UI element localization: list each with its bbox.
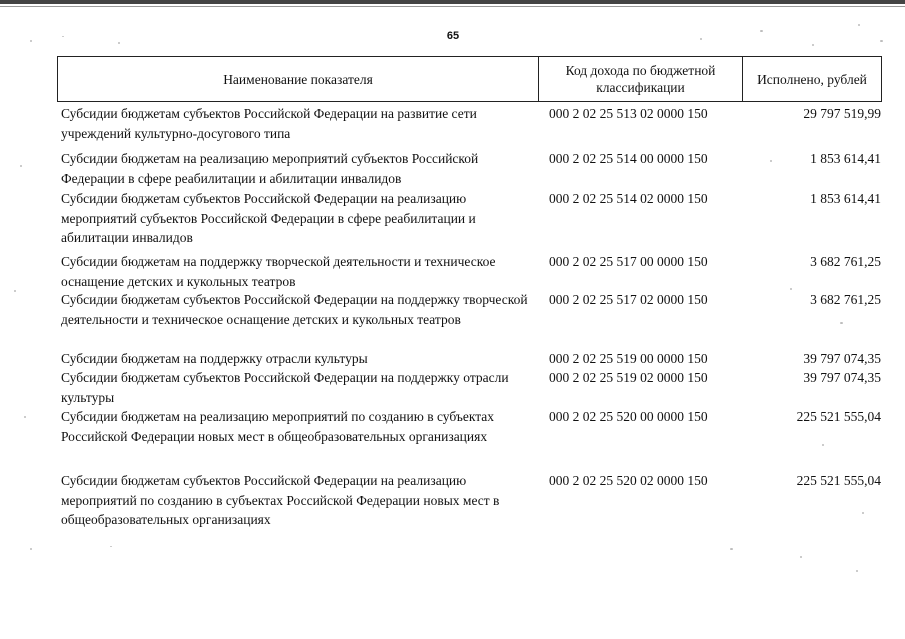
row-executed-amount: 1 853 614,41 xyxy=(810,151,881,166)
scan-speck xyxy=(840,322,843,324)
scan-speck xyxy=(790,288,792,290)
row-income-code: 000 2 02 25 517 00 0000 150 xyxy=(549,254,708,269)
row-executed-amount: 1 853 614,41 xyxy=(810,191,881,206)
row-executed-amount: 29 797 519,99 xyxy=(803,106,881,121)
row-income-code: 000 2 02 25 517 02 0000 150 xyxy=(549,292,708,307)
scan-speck xyxy=(858,24,860,26)
row-executed-amount: 39 797 074,35 xyxy=(803,351,881,366)
row-executed-amount: 39 797 074,35 xyxy=(803,370,881,385)
scan-speck xyxy=(14,290,16,292)
scan-speck xyxy=(862,512,864,514)
scan-speck xyxy=(760,30,763,32)
row-indicator-name: Субсидии бюджетам субъектов Российской Федерации на поддержку творческой деятельности и техническое оснащение детских и кукольных театров xyxy=(61,292,528,327)
row-executed-amount: 225 521 555,04 xyxy=(796,409,881,424)
scan-speck xyxy=(20,165,22,167)
row-income-code: 000 2 02 25 519 00 0000 150 xyxy=(549,351,708,366)
row-income-code: 000 2 02 25 519 02 0000 150 xyxy=(549,370,708,385)
scan-speck xyxy=(730,548,733,550)
scan-speck xyxy=(770,160,772,162)
row-indicator-name: Субсидии бюджетам субъектов Российской Федерации на реализацию мероприятий по созданию в субъектах Российской Федерации новых мест в общеобразовательных организациях xyxy=(61,473,500,527)
row-indicator-name: Субсидии бюджетам на поддержку отрасли культуры xyxy=(61,351,368,366)
row-indicator-name: Субсидии бюджетам на поддержку творческой деятельности и техническое оснащение детских и кукольных театров xyxy=(61,254,496,289)
scan-speck xyxy=(24,416,26,418)
row-income-code: 000 2 02 25 514 02 0000 150 xyxy=(549,191,708,206)
row-indicator-name: Субсидии бюджетам на реализацию мероприятий субъектов Российской Федерации в сфере реабилитации и абилитации инвалидов xyxy=(61,151,479,186)
row-income-code: 000 2 02 25 520 02 0000 150 xyxy=(549,473,708,488)
scan-speck xyxy=(62,36,64,37)
header-executed-amount: Исполнено, рублей xyxy=(742,57,881,101)
scan-speck xyxy=(700,38,702,40)
row-income-code: 000 2 02 25 514 00 0000 150 xyxy=(549,151,708,166)
page-number: 65 xyxy=(446,30,460,42)
scan-speck xyxy=(118,42,120,44)
header-income-code: Код дохода по бюджетной классификации xyxy=(538,57,742,101)
row-income-code: 000 2 02 25 520 00 0000 150 xyxy=(549,409,708,424)
scan-speck xyxy=(110,546,112,547)
scan-speck xyxy=(822,444,824,446)
scan-speck xyxy=(856,570,858,572)
header-indicator-name: Наименование показателя xyxy=(223,71,373,87)
row-indicator-name: Субсидии бюджетам субъектов Российской Федерации на развитие сети учреждений культурно-досугового типа xyxy=(61,106,477,141)
row-executed-amount: 225 521 555,04 xyxy=(796,473,881,488)
scan-speck xyxy=(30,548,32,550)
scan-speck xyxy=(880,40,883,42)
row-indicator-name: Субсидии бюджетам субъектов Российской Федерации на поддержку отрасли культуры xyxy=(61,370,509,405)
row-indicator-name: Субсидии бюджетам субъектов Российской Федерации на реализацию мероприятий субъектов Российской Федерации в сфере реабилитации и абилитации инвалидов xyxy=(61,191,476,245)
row-executed-amount: 3 682 761,25 xyxy=(810,292,881,307)
row-indicator-name: Субсидии бюджетам на реализацию мероприятий по созданию в субъектах Российской Федерации новых мест в общеобразовательных организациях xyxy=(61,409,495,444)
scan-speck xyxy=(800,556,802,558)
scan-speck xyxy=(30,40,32,42)
row-executed-amount: 3 682 761,25 xyxy=(810,254,881,269)
row-income-code: 000 2 02 25 513 02 0000 150 xyxy=(549,106,708,121)
scan-speck xyxy=(812,44,814,46)
